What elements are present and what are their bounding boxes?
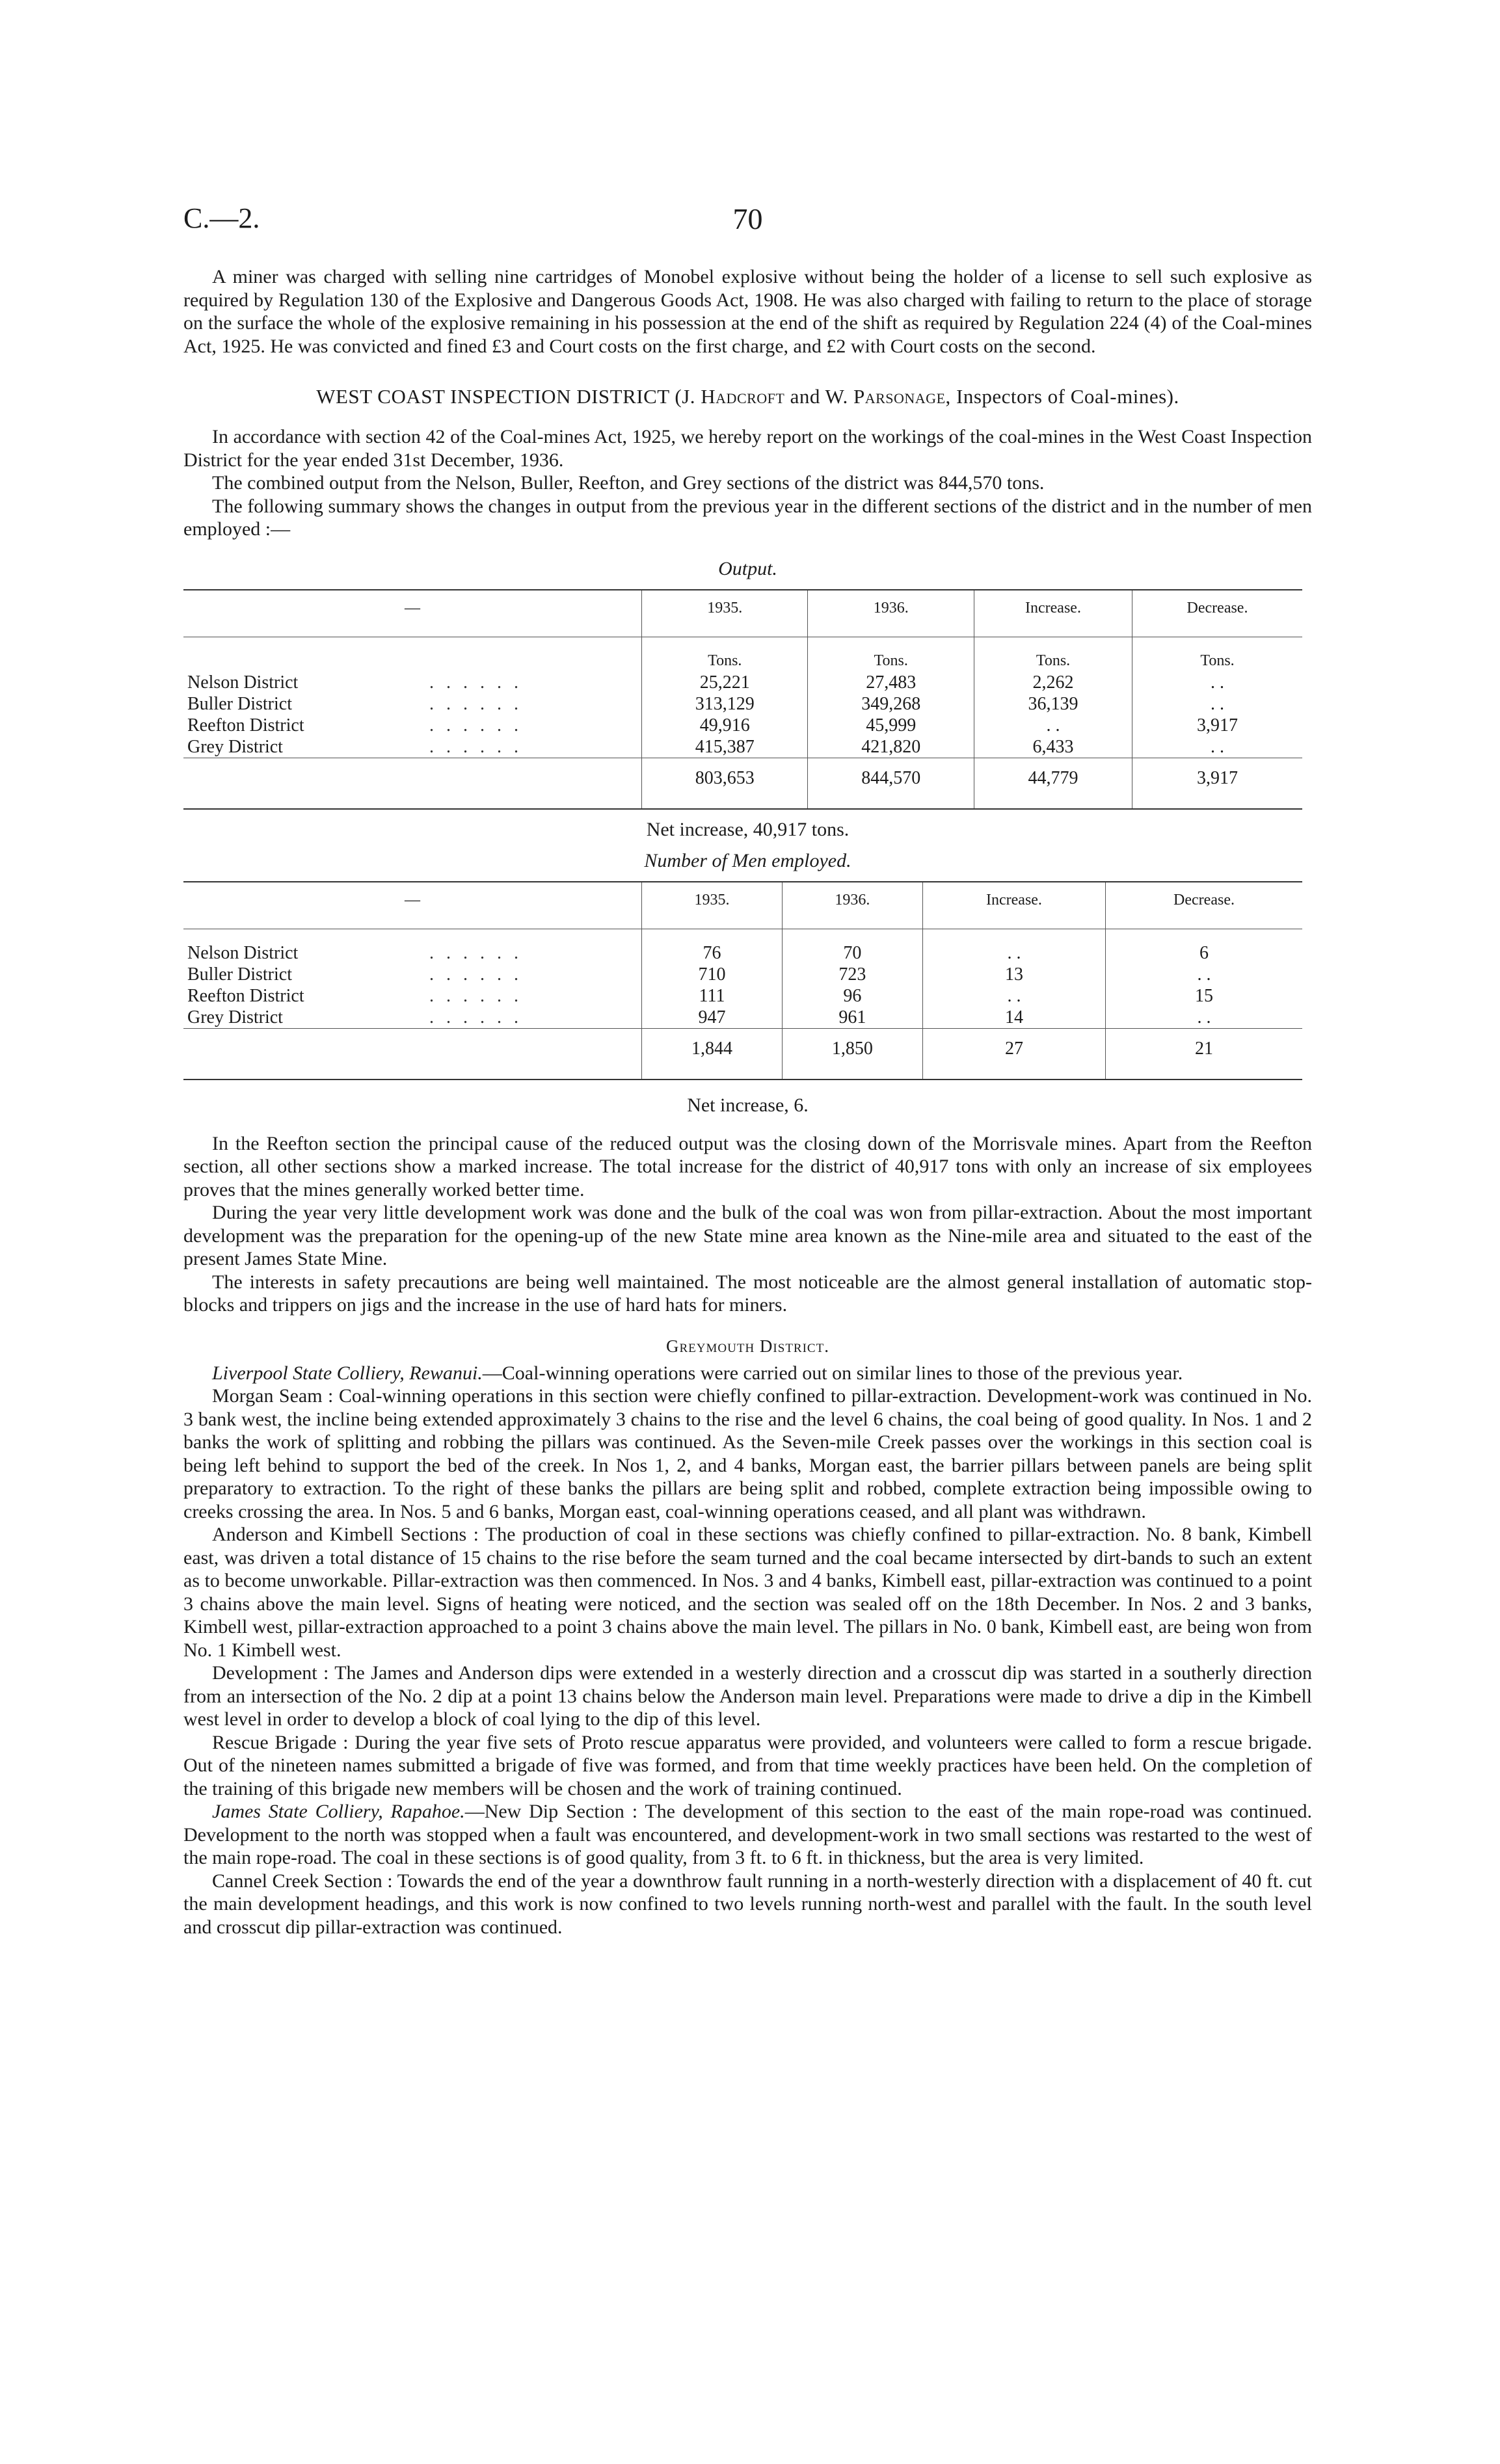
paragraph-morgan-seam: Morgan Seam : Coal-winning operations in this section were chiefly confined to pillar-extraction. Development-work was continued in No. 3 bank west, the incline being extended approximately 3 chains to the rise and the level 6 chains, the coal being of good quality. In Nos. 1 and 2 banks the work of splitting and robbing the pillars was continued. As the Seven-mile Creek passes over the workings in this section coal is being left behind to support the bed of the creek. In Nos 1, 2, and 4 banks, Morgan east, the barrier pillars between panels are being split preparatory to extraction. To the right of these banks the pillars are being split and robbed, complete extraction being impossible owing to creeks crossing the area. In Nos. 5 and 6 banks, Morgan east, coal-winning operations ceased, and all plant was withdrawn.	[183, 1385, 1312, 1522]
paragraph-james-colliery	[183, 1800, 1312, 1870]
header-cell-increase: Increase.	[922, 882, 1105, 929]
section-title-prefix: WEST COAST INSPECTION DISTRICT (J.	[316, 385, 701, 408]
men-employed-table	[183, 881, 1302, 1080]
value-1936: 349,268	[808, 693, 974, 715]
value-decrease: 15	[1106, 985, 1302, 1007]
value-decrease: . .	[1132, 672, 1302, 693]
total-1935: 1,844	[642, 1028, 783, 1080]
men-net-increase: Net increase, 6.	[687, 1094, 809, 1116]
table-row	[183, 715, 1302, 736]
unit-cell: Tons.	[974, 637, 1132, 672]
value-increase: . .	[922, 942, 1105, 964]
paragraph-anderson-kimbell: Anderson and Kimbell Sections : The production of coal in these sections was chiefly confined to pillar-extraction. No. 8 bank, Kimbell east, was driven a total distance of 15 chains to the rise before the seam turned and the coal became intersected by dirt-bands to such an extent as to become unworkable. Pillar-extraction was then commenced. In Nos. 3 and 4 banks, Kimbell east, pillar-extraction was continued to a point 3 chains above the main level. Signs of heating were noticed, and the section was sealed off on the 18th December. In Nos. 2 and 3 banks, Kimbell west, pillar-extraction approached to a point 3 chains above the main level. The pillars in No. 0 bank, Kimbell east, are being won from No. 1 Kimbell west.	[183, 1524, 1312, 1661]
district-name: Buller District	[187, 693, 292, 714]
header-cell-blank: —	[183, 882, 642, 929]
table-row	[183, 1007, 1302, 1029]
value-1936: 421,820	[808, 736, 974, 758]
paragraph-safety: The interests in safety precautions are being well maintained. The most noticeable are the almost general installation of automatic stop-blocks and trippers on jigs and the increase in the use of hard hats for miners.	[183, 1271, 1312, 1316]
value-increase: 13	[922, 964, 1105, 985]
value-increase: 6,433	[974, 736, 1132, 758]
paragraph-development: During the year very little development work was done and the bulk of the coal was won from pillar-extraction. About the most important development was the preparation for the opening-up of the new State mine area known as the Nine-mile area and situated to the east of the present James State Mine.	[183, 1202, 1312, 1269]
total-1935: 803,653	[642, 758, 808, 809]
unit-cell: Tons.	[1132, 637, 1302, 672]
table-row	[183, 672, 1302, 693]
total-decrease: 3,917	[1132, 758, 1302, 809]
output-table	[183, 589, 1302, 810]
paragraph-liverpool	[183, 1362, 1312, 1385]
value-1936: 45,999	[808, 715, 974, 736]
total-increase: 44,779	[974, 758, 1132, 809]
table-row	[183, 942, 1302, 964]
total-decrease: 21	[1106, 1028, 1302, 1080]
value-1935: 111	[642, 985, 783, 1007]
value-1936: 723	[782, 964, 922, 985]
header-cell-1936: 1936.	[808, 590, 974, 637]
header-cell-decrease: Decrease.	[1132, 590, 1302, 637]
paragraph-development-dips: Development : The James and Anderson dips were extended in a westerly direction and a crosscut dip was started in a southerly direction from an intersection of the No. 2 dip at a point 13 chains below the Anderson main level. Preparations were made to drive a dip in the Kimbell west level in order to develop a block of coal lying to the dip of this level.	[183, 1662, 1312, 1730]
unit-cell: Tons.	[808, 637, 974, 672]
district-name: Nelson District	[187, 672, 299, 693]
header-cell-1935: 1935.	[642, 590, 808, 637]
district-name: Nelson District	[187, 942, 299, 963]
james-heading: James State Colliery, Rapahoe.	[212, 1801, 465, 1822]
table-row	[183, 693, 1302, 715]
total-1936: 844,570	[808, 758, 974, 809]
output-table-header	[183, 590, 1302, 637]
value-increase: 14	[922, 1007, 1105, 1029]
district-name: Grey District	[187, 1007, 283, 1027]
intro-paragraph: A miner was charged with selling nine cartridges of Monobel explosive without being the holder of a license to sell such explosive as required by Regulation 130 of the Explosive and Dangerous Goods Act, 1908. He was also charged with failing to return to the place of storage on the surface the whole of the explosive remaining in his possession at the end of the shift as required by Regulation 224 (4) of the Coal-mines Act, 1925. He was convicted and fined £3 and Court costs on the first charge, and £2 with Court costs on the second.	[183, 266, 1312, 357]
page-number: 70	[732, 202, 763, 235]
leader-dots: . . . . . .	[429, 693, 522, 714]
document-reference: C.—2.	[183, 202, 260, 234]
value-decrease: . .	[1132, 736, 1302, 758]
leader-dots: . . . . . .	[429, 1007, 522, 1027]
value-decrease: . .	[1106, 1007, 1302, 1029]
units-row	[183, 637, 1302, 672]
total-1936: 1,850	[782, 1028, 922, 1080]
district-name: Grey District	[187, 736, 283, 757]
liverpool-text: —Coal-winning operations were carried out on similar lines to those of the previous year.	[482, 1362, 1183, 1384]
leader-dots: . . . . . .	[429, 715, 522, 735]
leader-dots: . . . . . .	[429, 985, 522, 1006]
men-table-header	[183, 882, 1302, 929]
value-decrease: 3,917	[1132, 715, 1302, 736]
value-increase: . .	[974, 715, 1132, 736]
table-row	[183, 985, 1302, 1007]
section-title-suffix: , Inspectors of Coal-mines).	[945, 385, 1179, 408]
value-decrease: 6	[1106, 942, 1302, 964]
header-cell-1935: 1935.	[642, 882, 783, 929]
value-1935: 415,387	[642, 736, 808, 758]
total-increase: 27	[922, 1028, 1105, 1080]
leader-dots: . . . . . .	[429, 736, 522, 757]
table-row	[183, 736, 1302, 758]
leader-dots: . . . . . .	[429, 964, 522, 985]
value-1935: 710	[642, 964, 783, 985]
district-name: Reefton District	[187, 715, 304, 735]
paragraph-reefton: In the Reefton section the principal cause of the reduced output was the closing down of the Morrisvale mines. Apart from the Reefton section, all other sections show a marked increase. The total increase for the district of 40,917 tons with only an increase of six employees proves that the mines generally worked better time.	[183, 1132, 1312, 1200]
totals-row	[183, 758, 1302, 809]
value-1936: 96	[782, 985, 922, 1007]
value-1936: 70	[782, 942, 922, 964]
paragraph-rescue-brigade: Rescue Brigade : During the year five sets of Proto rescue apparatus were provided, and volunteers were called to form a rescue brigade. Out of the nineteen names submitted a brigade of five was formed, and from that time weekly practices have been held. On the completion of the training of this brigade new members will be chosen and the work of training continued.	[183, 1731, 1312, 1799]
leader-dots: . . . . . .	[429, 672, 522, 693]
paragraph-report: In accordance with section 42 of the Coal-mines Act, 1925, we hereby report on the workings of the coal-mines in the West Coast Inspection District for the year ended 31st December, 1936.	[183, 426, 1312, 471]
section-title	[183, 385, 1312, 408]
header-cell-decrease: Decrease.	[1106, 882, 1302, 929]
district-name: Buller District	[187, 964, 292, 985]
value-1935: 947	[642, 1007, 783, 1029]
value-increase: . .	[922, 985, 1105, 1007]
header-cell-blank: —	[183, 590, 642, 637]
totals-row	[183, 1028, 1302, 1080]
value-decrease: . .	[1132, 693, 1302, 715]
header-cell-1936: 1936.	[782, 882, 922, 929]
value-increase: 2,262	[974, 672, 1132, 693]
value-1935: 313,129	[642, 693, 808, 715]
inspector-hadcroft: Hadcroft	[701, 385, 785, 408]
page	[183, 202, 1312, 1939]
value-decrease: . .	[1106, 964, 1302, 985]
paragraph-cannel-creek: Cannel Creek Section : Towards the end of the year a downthrow fault running in a north-westerly direction with a displacement of 40 ft. cut the main development headings, and this work is now confined to two levels running north-west and parallel with the fault. In the south level and crosscut dip pillar-extraction was continued.	[183, 1870, 1312, 1938]
leader-dots: . . . . . .	[429, 942, 522, 963]
greymouth-district-title: Greymouth District.	[666, 1336, 829, 1356]
liverpool-heading: Liverpool State Colliery, Rewanui.	[212, 1362, 483, 1384]
value-increase: 36,139	[974, 693, 1132, 715]
unit-cell: Tons.	[642, 637, 808, 672]
paragraph-combined-output: The combined output from the Nelson, Buller, Reefton, and Grey sections of the district was 844,570 tons.	[212, 472, 1045, 494]
page-header	[183, 202, 1312, 247]
value-1936: 961	[782, 1007, 922, 1029]
output-net-increase: Net increase, 40,917 tons.	[646, 818, 850, 840]
output-table-caption: Output.	[718, 557, 777, 579]
district-name: Reefton District	[187, 985, 304, 1006]
value-1936: 27,483	[808, 672, 974, 693]
value-1935: 25,221	[642, 672, 808, 693]
section-title-mid: and W.	[784, 385, 853, 408]
james-text: —New Dip Section : The development of this section to the east of the main rope-road was continued. Development to the north was stopped when a fault was encountered, and development-work in two small sections was restarted to the west of the main rope-road. The coal in these sections is of good quality, from 3 ft. to 6 ft. in thickness, but the area is very limited.	[183, 1801, 1313, 1868]
value-1935: 76	[642, 942, 783, 964]
paragraph-summary-intro: The following summary shows the changes in output from the previous year in the different sections of the district and in the number of men employed :—	[183, 495, 1312, 540]
inspector-parsonage: Parsonage	[853, 385, 946, 408]
header-cell-increase: Increase.	[974, 590, 1132, 637]
table-row	[183, 964, 1302, 985]
men-table-caption: Number of Men employed.	[644, 849, 851, 871]
value-1935: 49,916	[642, 715, 808, 736]
